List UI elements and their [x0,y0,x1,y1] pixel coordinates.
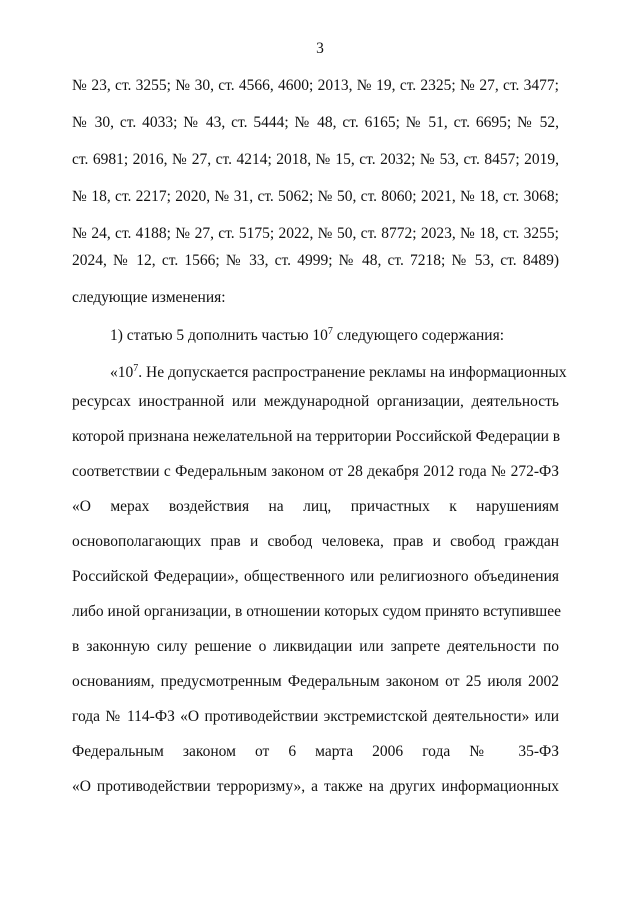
text-line: 2024, № 12, ст. 1566; № 33, ст. 4999; № 48, ст. 7218; № 53, ст. 8489) [72,252,559,269]
quote-suffix: . Не допускается распространение рекламы на информационных [138,364,567,381]
text-line: № 24, ст. 4188; № 27, ст. 5175; 2022, № 50, ст. 8772; 2023, № 18, ст. 3255; [72,225,559,242]
text-line: ст. 6981; 2016, № 27, ст. 4214; 2018, № 15, ст. 2032; № 53, ст. 8457; 2019, [72,151,559,168]
quote-superscript: 7 [133,363,139,374]
list-item-1-suffix: следующего содержания: [332,327,505,344]
text-line: «О мерах воздействия на лиц, причастных к нарушениям [72,498,559,515]
list-item-1-prefix: 1) статью 5 дополнить частью 10 [110,327,328,344]
text-line: Российской Федерации», общественного или религиозного объединения [72,568,559,585]
list-item-1 [110,326,559,346]
text-line: года № 114-ФЗ «О противодействии экстремистской деятельности» или [72,708,559,725]
text-line: следующие изменения: [72,289,226,306]
quote-first-line [110,363,567,383]
list-item-1-superscript: 7 [327,326,333,337]
text-line: либо иной организации, в отношении которых судом принято вступившее [72,603,562,620]
text-line: в законную силу решение о ликвидации или запрете деятельности по [72,638,559,655]
text-line: № 23, ст. 3255; № 30, ст. 4566, 4600; 2013, № 19, ст. 2325; № 27, ст. 3477; [72,77,559,94]
page-number: 3 [316,40,324,57]
text-line: ресурсах иностранной или международной организации, деятельность [72,393,559,410]
text-line: основаниям, предусмотренным Федеральным законом от 25 июля 2002 [72,673,559,690]
text-line: Федеральным законом от 6 марта 2006 года № 35-ФЗ [72,743,559,760]
text-line: которой признана нежелательной на территории Российской Федерации в [72,428,561,445]
text-line: соответствии с Федеральным законом от 28 декабря 2012 года № 272-ФЗ [72,463,559,480]
quote-prefix: «10 [110,364,134,381]
text-line: «О противодействии терроризму», а также на других информационных [72,778,559,795]
text-line: № 18, ст. 2217; 2020, № 31, ст. 5062; № 50, ст. 8060; 2021, № 18, ст. 3068; [72,188,559,205]
text-line: основополагающих прав и свобод человека, прав и свобод граждан [72,533,559,550]
text-line: № 30, ст. 4033; № 43, ст. 5444; № 48, ст. 6165; № 51, ст. 6695; № 52, [72,114,559,131]
